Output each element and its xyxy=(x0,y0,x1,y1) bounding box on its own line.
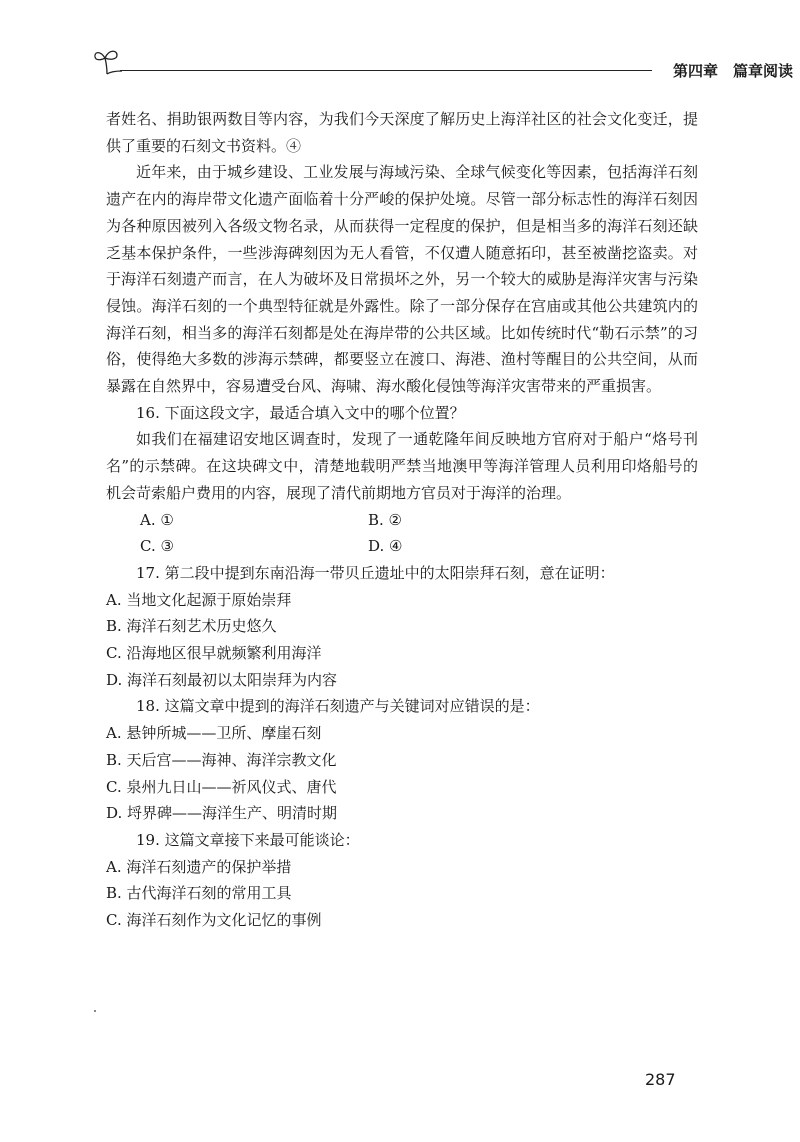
question-16-options-row-1 xyxy=(106,507,698,534)
question-18-stem: 18. 这篇文章中提到的海洋石刻遗产与关键词对应错误的是： xyxy=(136,697,540,716)
question-17-option-c: C. 沿海地区很早就频繁利用海洋 xyxy=(106,644,322,663)
question-19-option-a: A. 海洋石刻遗产的保护举措 xyxy=(106,857,292,876)
question-19-stem: 19. 这篇文章接下来最可能谈论： xyxy=(136,830,360,849)
header-rule xyxy=(120,70,652,71)
question-16-option-c: C. ③ xyxy=(140,537,174,556)
question-18-option-a: A. 悬钟所城——卫所、摩崖石刻 xyxy=(106,724,322,743)
scan-speck xyxy=(94,1010,96,1012)
question-18-option-d: D. 埒界碑——海洋生产、明清时期 xyxy=(106,804,338,823)
page-body xyxy=(106,106,698,934)
question-16-option-b: B. ② xyxy=(368,510,403,529)
chapter-title: 第四章 篇章阅读 xyxy=(669,60,797,81)
question-18-option-c: C. 泉州九日山——祈风仪式、唐代 xyxy=(106,777,337,796)
question-17-option-b: B. 海洋石刻艺术历史悠久 xyxy=(106,617,277,636)
running-header xyxy=(92,44,793,88)
question-19-option-b: B. 古代海洋石刻的常用工具 xyxy=(106,884,292,903)
question-19-option-c: C. 海洋石刻作为文化记忆的事例 xyxy=(106,911,322,930)
question-16-passage: 如我们在福建诏安地区调查时，发现了一通乾隆年间反映地方官府对于船户“烙号刊名”的示禁碑。在这块碑文中，清楚地载明严禁当地澳甲等海洋管理人员利用印烙船号的机会苛索船户费用的内容，展现了清代前期地方官员对于海洋的治理。 xyxy=(106,430,698,502)
question-16-option-a: A. ① xyxy=(140,510,174,529)
question-16-option-d: D. ④ xyxy=(368,537,403,556)
page-number: 287 xyxy=(645,1070,676,1089)
question-17-stem: 17. 第二段中提到东南沿海一带贝丘遗址中的太阳崇拜石刻，意在证明： xyxy=(136,563,615,582)
sprout-icon xyxy=(92,44,122,78)
question-18-option-b: B. 天后宫——海神、海洋宗教文化 xyxy=(106,750,337,769)
question-17-option-d: D. 海洋石刻最初以太阳崇拜为内容 xyxy=(106,670,338,689)
question-17-option-a: A. 当地文化起源于原始崇拜 xyxy=(106,590,292,609)
paragraph-continued: 者姓名、捐助银两数目等内容，为我们今天深度了解历史上海洋社区的社会文化变迁，提供了重要的石刻文书资料。④ xyxy=(106,110,698,155)
paragraph-protection: 近年来，由于城乡建设、工业发展与海域污染、全球气候变化等因素，包括海洋石刻遗产在内的海岸带文化遗产面临着十分严峻的保护处境。尽管一部分标志性的海洋石刻因为各种原因被列入各级文物名录，从而获得一定程度的保护，但是相当多的海洋石刻还缺乏基本保护条件，一些涉海碑刻因为无人看管，不仅遭人随意拓印，甚至被凿挖盗卖。对于海洋石刻遗产而言，在人为破坏及日常损坏之外，另一个较大的威胁是海洋灾害与污染侵蚀。海洋石刻的一个典型特征就是外露性。除了一部分保存在宫庙或其他公共建筑内的海洋石刻，相当多的海洋石刻都是处在海岸带的公共区域。比如传统时代“勒石示禁”的习俗，使得绝大多数的涉海示禁碑，都要竖立在渡口、海港、渔村等醒目的公共空间，从而暴露在自然界中，容易遭受台风、海啸、海水酸化侵蚀等海洋灾害带来的严重损害。 xyxy=(106,163,698,396)
question-16-options-row-2 xyxy=(106,533,698,560)
header-rule-right xyxy=(704,70,712,71)
question-16-stem: 16. 下面这段文字，最适合填入文中的哪个位置？ xyxy=(136,403,465,422)
